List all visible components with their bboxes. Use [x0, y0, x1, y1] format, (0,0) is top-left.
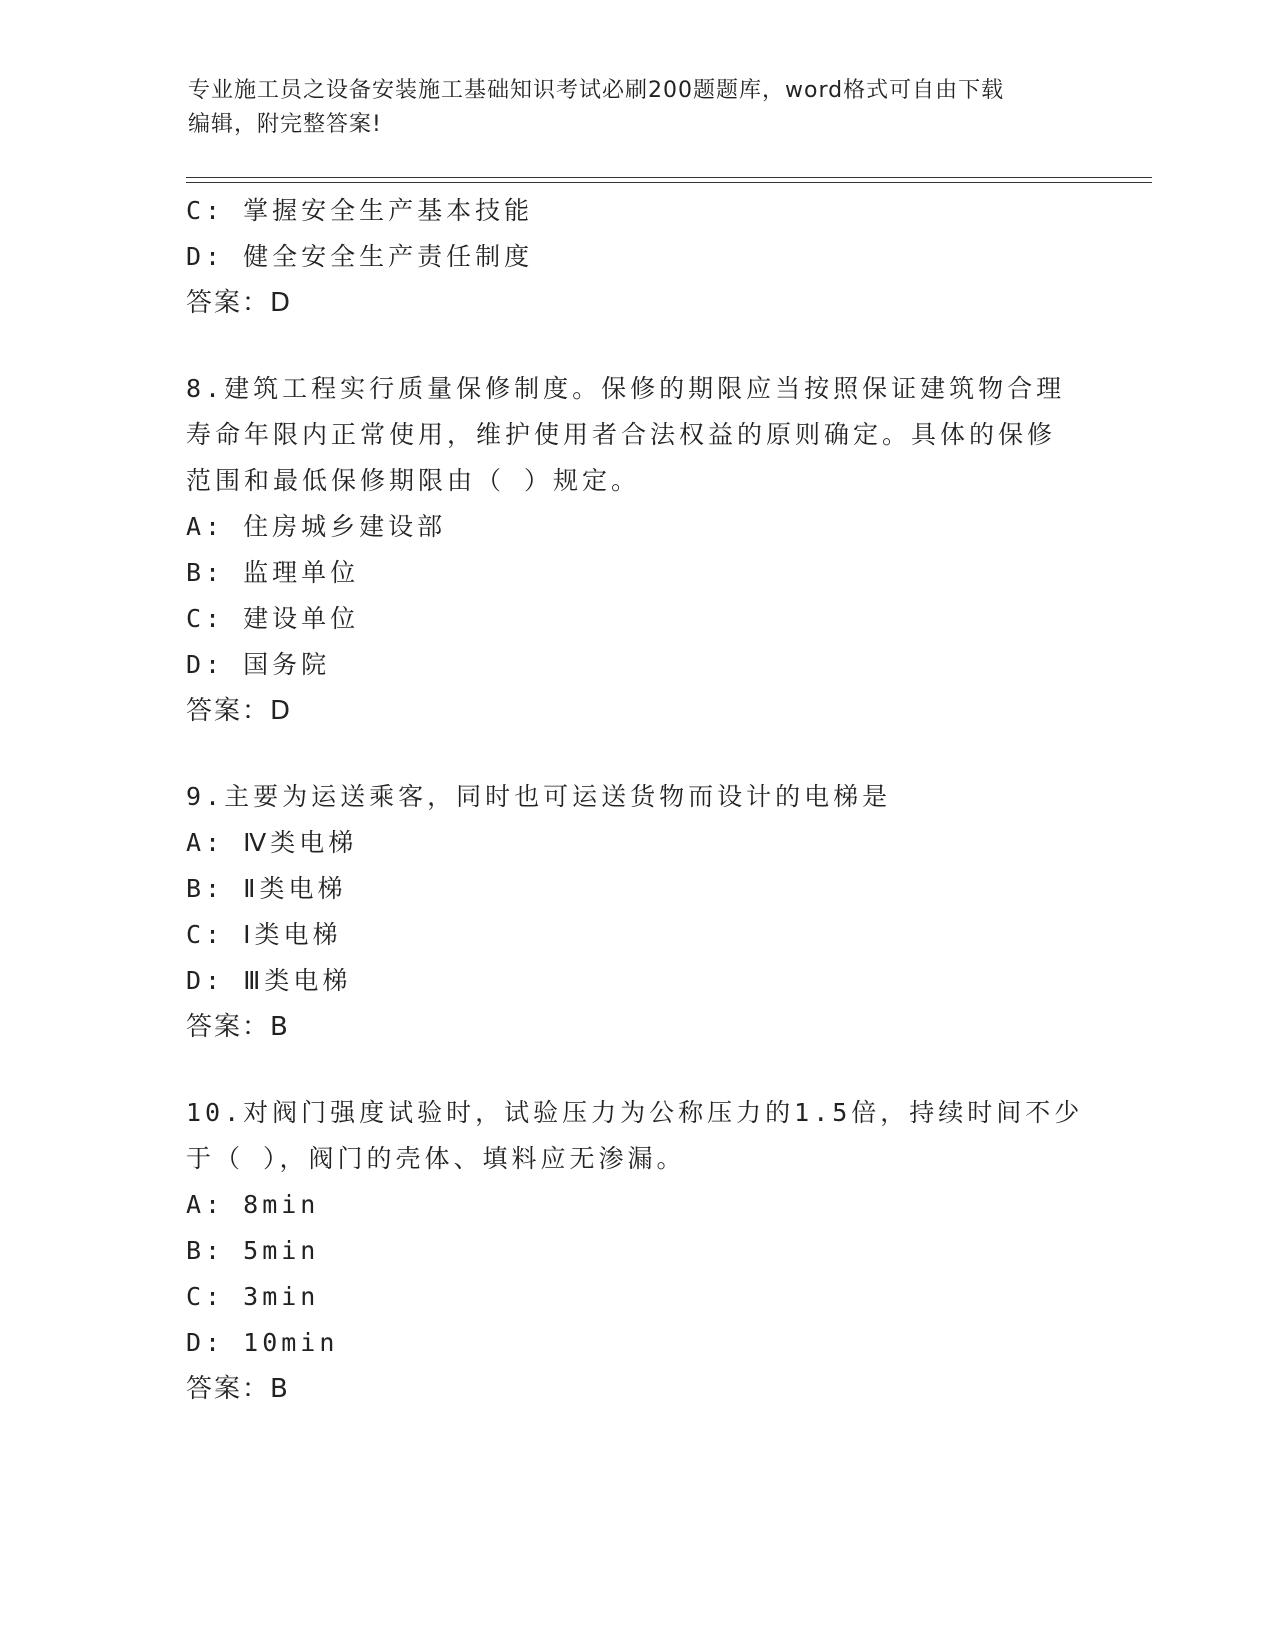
- question-text-line: 9.主要为运送乘客，同时也可运送货物而设计的电梯是: [186, 782, 892, 811]
- option-d: D: Ⅲ类电梯: [186, 966, 352, 995]
- question-text-line: 范围和最低保修期限由（ ）规定。: [186, 466, 641, 495]
- question-8: [186, 366, 1086, 734]
- question-spacer: [186, 326, 1086, 366]
- option-c: C: 3min: [186, 1282, 320, 1311]
- question-text-line: 10.对阀门强度试验时，试验压力为公称压力的1.5倍，持续时间不少: [186, 1098, 1084, 1127]
- answer-line: 答案：B: [186, 1012, 290, 1042]
- header-line-1: 专业施工员之设备安装施工基础知识考试必刷200题题库，word格式可自由下载: [188, 78, 1005, 103]
- option-c: C: 掌握安全生产基本技能: [186, 196, 534, 225]
- question-text-line: 于（ ），阀门的壳体、填料应无渗漏。: [186, 1144, 686, 1173]
- option-b: B: 监理单位: [186, 558, 360, 587]
- question-10: [186, 1090, 1086, 1412]
- option-c: C: 建设单位: [186, 604, 360, 633]
- option-d: D: 10min: [186, 1328, 339, 1357]
- option-b: B: 5min: [186, 1236, 320, 1265]
- option-a: A: 住房城乡建设部: [186, 512, 447, 541]
- document-header: [188, 74, 1068, 142]
- header-divider-top: [186, 177, 1152, 178]
- question-9: [186, 774, 1086, 1050]
- answer-line: 答案：D: [186, 696, 293, 726]
- header-line-2: 编辑，附完整答案!: [188, 112, 382, 137]
- question-content: [186, 188, 1086, 1412]
- option-a: A: Ⅳ类电梯: [186, 828, 358, 857]
- question-spacer: [186, 734, 1086, 774]
- option-c: C: Ⅰ类电梯: [186, 920, 342, 949]
- question-text-line: 8.建筑工程实行质量保修制度。保修的期限应当按照保证建筑物合理: [186, 374, 1066, 403]
- header-divider-bottom: [186, 182, 1152, 183]
- answer-line: 答案：D: [186, 288, 293, 318]
- question-spacer: [186, 1050, 1086, 1090]
- answer-line: 答案：B: [186, 1374, 290, 1404]
- question-7-partial: [186, 188, 1086, 326]
- option-d: D: 健全安全生产责任制度: [186, 242, 534, 271]
- option-a: A: 8min: [186, 1190, 320, 1219]
- option-b: B: Ⅱ类电梯: [186, 874, 347, 903]
- question-text-line: 寿命年限内正常使用，维护使用者合法权益的原则确定。具体的保修: [186, 420, 1057, 449]
- option-d: D: 国务院: [186, 650, 331, 679]
